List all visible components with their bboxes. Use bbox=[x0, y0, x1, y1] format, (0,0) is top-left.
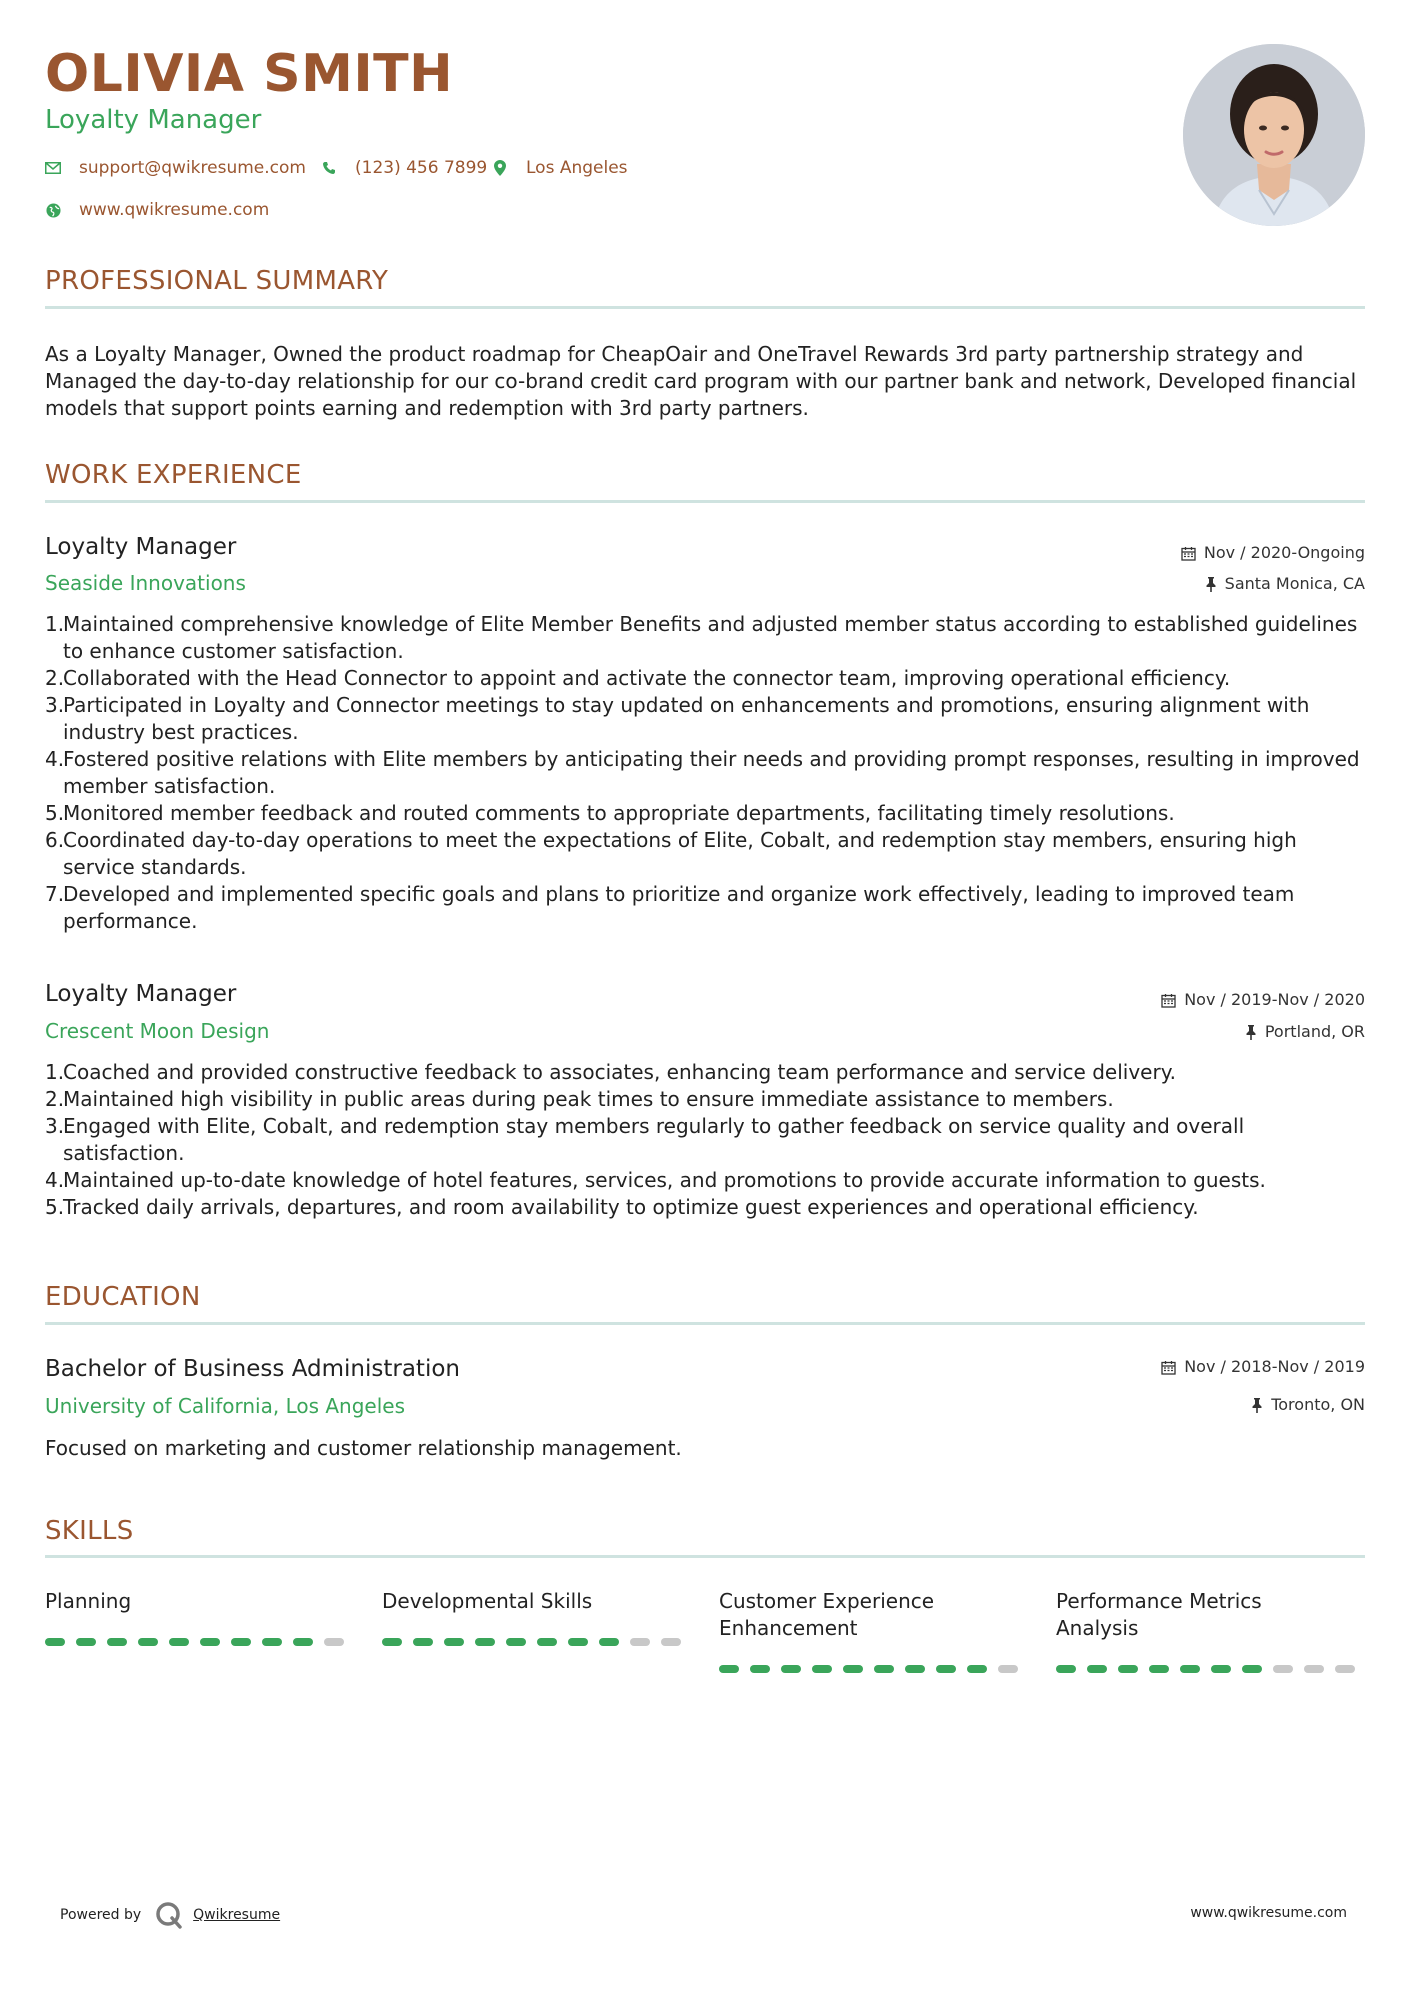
bullet-number: 3. bbox=[45, 1114, 65, 1138]
bullet-item bbox=[45, 800, 1370, 827]
job-bullets bbox=[45, 1059, 1370, 1221]
company-name: Crescent Moon Design bbox=[45, 1019, 270, 1043]
contact-phone[interactable] bbox=[321, 158, 487, 178]
skill-dot-filled bbox=[750, 1665, 770, 1673]
bullet-item bbox=[45, 1059, 1370, 1086]
skill-dot-empty bbox=[998, 1665, 1018, 1673]
skill-dot-filled bbox=[812, 1665, 832, 1673]
section-divider bbox=[45, 306, 1365, 309]
skill-dot-filled bbox=[506, 1638, 526, 1646]
skill-dot-filled bbox=[843, 1665, 863, 1673]
skills-heading: SKILLS bbox=[45, 1516, 134, 1546]
candidate-role: Loyalty Manager bbox=[45, 105, 262, 135]
skill-dot-filled bbox=[1087, 1665, 1107, 1673]
skill-name: Customer Experience Enhancement bbox=[719, 1589, 935, 1640]
bullet-item bbox=[45, 746, 1370, 800]
skill-item bbox=[382, 1588, 682, 1615]
job-title: Loyalty Manager bbox=[45, 534, 237, 560]
skill-dot-filled bbox=[1180, 1665, 1200, 1673]
bullet-number: 2. bbox=[45, 666, 65, 690]
skill-name: Performance Metrics Analysis bbox=[1056, 1589, 1262, 1640]
qwikresume-logo-icon bbox=[155, 1901, 183, 1929]
skill-dot-filled bbox=[1149, 1665, 1169, 1673]
job-location-text: Portland, OR bbox=[1264, 1022, 1365, 1041]
skill-dot-empty bbox=[324, 1638, 344, 1646]
education-location-text: Toronto, ON bbox=[1271, 1395, 1365, 1414]
bullet-number: 7. bbox=[45, 882, 65, 906]
phone-icon bbox=[321, 160, 337, 176]
skill-dot-filled bbox=[45, 1638, 65, 1646]
bullet-text: Coordinated day-to-day operations to meet the expectations of Elite, Cobalt, and redemption stay members, ensuring high service standards. bbox=[63, 828, 1297, 879]
skill-dot-filled bbox=[568, 1638, 588, 1646]
globe-icon bbox=[45, 202, 61, 218]
footer-powered-by bbox=[60, 1901, 280, 1929]
education-description: Focused on marketing and customer relationship management. bbox=[45, 1436, 682, 1460]
bullet-item bbox=[45, 611, 1370, 665]
map-pin-icon bbox=[492, 160, 508, 176]
pin-icon bbox=[1245, 1025, 1257, 1040]
bullet-item bbox=[45, 665, 1370, 692]
footer-website[interactable]: www.qwikresume.com bbox=[1190, 1905, 1347, 1921]
education-heading: EDUCATION bbox=[45, 1282, 201, 1312]
education-dates bbox=[1161, 1357, 1365, 1377]
summary-text: As a Loyalty Manager, Owned the product roadmap for CheapOair and OneTravel Rewards 3rd party partnership strategy and Managed the day-to-day relationship for our co-brand credit card program with our partner bank and network, Developed financial models that support points earning and redemption with 3rd party partners. bbox=[45, 342, 1357, 420]
bullet-item bbox=[45, 1194, 1370, 1221]
skill-level bbox=[1056, 1665, 1355, 1673]
skill-dot-empty bbox=[1273, 1665, 1293, 1673]
skill-dot-empty bbox=[630, 1638, 650, 1646]
contact-location bbox=[492, 158, 628, 178]
school-name: University of California, Los Angeles bbox=[45, 1394, 406, 1418]
skill-dot-filled bbox=[382, 1638, 402, 1646]
pin-icon bbox=[1205, 577, 1217, 592]
skill-item bbox=[45, 1588, 345, 1615]
skill-dot-filled bbox=[537, 1638, 557, 1646]
brand-link[interactable]: Qwikresume bbox=[193, 1907, 281, 1923]
section-divider bbox=[45, 500, 1365, 503]
bullet-item bbox=[45, 1113, 1370, 1167]
experience-heading: WORK EXPERIENCE bbox=[45, 460, 302, 490]
bullet-number: 6. bbox=[45, 828, 65, 852]
candidate-name: OLIVIA SMITH bbox=[45, 44, 454, 104]
skill-dot-filled bbox=[169, 1638, 189, 1646]
calendar-icon bbox=[1161, 1360, 1176, 1375]
skill-level bbox=[382, 1638, 681, 1646]
bullet-text: Maintained high visibility in public areas during peak times to ensure immediate assistance to members. bbox=[63, 1087, 1114, 1111]
skill-dot-filled bbox=[781, 1665, 801, 1673]
calendar-icon bbox=[1161, 993, 1176, 1008]
job-bullets bbox=[45, 611, 1370, 935]
bullet-item bbox=[45, 881, 1370, 935]
skill-dot-filled bbox=[262, 1638, 282, 1646]
skill-dot-filled bbox=[1242, 1665, 1262, 1673]
skill-dot-filled bbox=[1211, 1665, 1231, 1673]
job-dates-text: Nov / 2019-Nov / 2020 bbox=[1184, 990, 1365, 1009]
skill-dot-filled bbox=[874, 1665, 894, 1673]
bullet-text: Developed and implemented specific goals and plans to prioritize and organize work effectively, leading to improved team performance. bbox=[63, 882, 1295, 933]
skill-level bbox=[719, 1665, 1018, 1673]
skill-item bbox=[1056, 1588, 1316, 1642]
bullet-number: 5. bbox=[45, 801, 65, 825]
bullet-text: Maintained up-to-date knowledge of hotel features, services, and promotions to provide accurate information to guests. bbox=[63, 1168, 1266, 1192]
summary-heading: PROFESSIONAL SUMMARY bbox=[45, 266, 389, 296]
education-dates-text: Nov / 2018-Nov / 2019 bbox=[1184, 1357, 1365, 1376]
skill-dot-filled bbox=[475, 1638, 495, 1646]
contact-website[interactable] bbox=[45, 200, 269, 220]
job-dates-text: Nov / 2020-Ongoing bbox=[1203, 543, 1365, 562]
location-text: Los Angeles bbox=[526, 158, 628, 178]
calendar-icon bbox=[1181, 546, 1196, 561]
skill-dot-filled bbox=[231, 1638, 251, 1646]
skill-dot-empty bbox=[1304, 1665, 1324, 1673]
job-location bbox=[1205, 574, 1365, 594]
skill-dot-filled bbox=[138, 1638, 158, 1646]
section-divider bbox=[45, 1322, 1365, 1325]
profile-photo bbox=[1183, 44, 1365, 226]
skill-dot-filled bbox=[1118, 1665, 1138, 1673]
skill-dot-filled bbox=[444, 1638, 464, 1646]
bullet-text: Engaged with Elite, Cobalt, and redemption stay members regularly to gather feedback on service quality and overall satisfaction. bbox=[63, 1114, 1245, 1165]
skill-dot-empty bbox=[661, 1638, 681, 1646]
skill-dot-filled bbox=[200, 1638, 220, 1646]
bullet-number: 4. bbox=[45, 747, 65, 771]
skill-dot-filled bbox=[967, 1665, 987, 1673]
bullet-text: Monitored member feedback and routed comments to appropriate departments, facilitating timely resolutions. bbox=[63, 801, 1175, 825]
bullet-item bbox=[45, 692, 1370, 746]
education-location bbox=[1251, 1395, 1365, 1415]
skill-item bbox=[719, 1588, 979, 1642]
skill-dot-filled bbox=[293, 1638, 313, 1646]
skill-dot-filled bbox=[107, 1638, 127, 1646]
envelope-icon bbox=[45, 160, 61, 176]
skill-dot-filled bbox=[1056, 1665, 1076, 1673]
skill-dot-empty bbox=[1335, 1665, 1355, 1673]
bullet-text: Maintained comprehensive knowledge of Elite Member Benefits and adjusted member status according to established guidelines to enhance customer satisfaction. bbox=[63, 612, 1358, 663]
skill-name: Planning bbox=[45, 1589, 132, 1613]
skill-dot-filled bbox=[76, 1638, 96, 1646]
bullet-number: 1. bbox=[45, 612, 65, 636]
skill-level bbox=[45, 1638, 344, 1646]
phone-text: (123) 456 7899 bbox=[355, 158, 488, 178]
bullet-item bbox=[45, 1167, 1370, 1194]
website-text: www.qwikresume.com bbox=[79, 200, 270, 220]
company-name: Seaside Innovations bbox=[45, 571, 246, 595]
job-location-text: Santa Monica, CA bbox=[1224, 574, 1365, 593]
skill-name: Developmental Skills bbox=[382, 1589, 593, 1613]
bullet-text: Coached and provided constructive feedback to associates, enhancing team performance and service delivery. bbox=[63, 1060, 1177, 1084]
section-divider bbox=[45, 1555, 1365, 1558]
bullet-text: Collaborated with the Head Connector to appoint and activate the connector team, improving operational efficiency. bbox=[63, 666, 1231, 690]
degree-title: Bachelor of Business Administration bbox=[45, 1356, 460, 1382]
skill-dot-filled bbox=[936, 1665, 956, 1673]
skill-dot-filled bbox=[905, 1665, 925, 1673]
job-dates bbox=[1161, 990, 1365, 1010]
job-dates bbox=[1181, 543, 1365, 563]
bullet-number: 2. bbox=[45, 1087, 65, 1111]
bullet-item bbox=[45, 827, 1370, 881]
bullet-number: 3. bbox=[45, 693, 65, 717]
bullet-number: 4. bbox=[45, 1168, 65, 1192]
bullet-text: Fostered positive relations with Elite members by anticipating their needs and providing prompt responses, resulting in improved member satisfaction. bbox=[63, 747, 1360, 798]
job-title: Loyalty Manager bbox=[45, 981, 237, 1007]
bullet-number: 1. bbox=[45, 1060, 65, 1084]
skill-dot-filled bbox=[719, 1665, 739, 1673]
bullet-text: Participated in Loyalty and Connector meetings to stay updated on enhancements and promotions, ensuring alignment with industry best practices. bbox=[63, 693, 1310, 744]
skill-dot-filled bbox=[413, 1638, 433, 1646]
email-text: support@qwikresume.com bbox=[79, 158, 306, 178]
powered-by-text: Powered by bbox=[60, 1907, 142, 1923]
skill-dot-filled bbox=[599, 1638, 619, 1646]
job-location bbox=[1245, 1022, 1365, 1042]
contact-email[interactable] bbox=[45, 158, 306, 178]
bullet-number: 5. bbox=[45, 1195, 65, 1219]
pin-icon bbox=[1251, 1398, 1263, 1413]
bullet-text: Tracked daily arrivals, departures, and room availability to optimize guest experiences and operational efficiency. bbox=[63, 1195, 1199, 1219]
bullet-item bbox=[45, 1086, 1370, 1113]
